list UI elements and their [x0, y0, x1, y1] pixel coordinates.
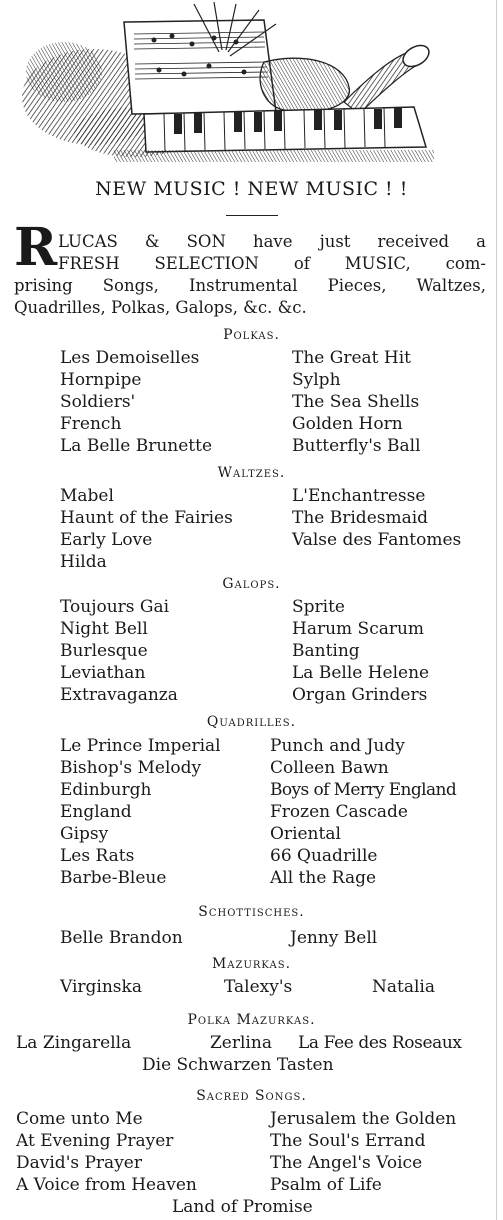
- list-item: Extravaganza: [60, 685, 178, 705]
- list-item: 66 Quadrille: [270, 846, 378, 866]
- list-item: Organ Grinders: [292, 685, 428, 705]
- headline: NEW MUSIC ! NEW MUSIC ! !: [95, 178, 408, 200]
- list-item: Come unto Me: [16, 1109, 143, 1129]
- list-item: A Voice from Heaven: [16, 1175, 197, 1195]
- section-title-quadrilles: Quadrilles.: [206, 714, 297, 730]
- list-item: Belle Brandon: [60, 928, 183, 948]
- list-item: Land of Promise: [172, 1197, 313, 1217]
- list-item: Gipsy: [60, 824, 109, 844]
- list-item: Night Bell: [60, 619, 148, 639]
- list-item: Psalm of Life: [270, 1175, 382, 1195]
- list-item: Colleen Bawn: [270, 758, 389, 778]
- list-item: Boys of Merry England: [270, 780, 457, 800]
- list-item: Toujours Gai: [60, 597, 170, 617]
- list-item: Hilda: [60, 552, 107, 572]
- list-item: England: [60, 802, 132, 822]
- list-item: The Sea Shells: [292, 392, 420, 412]
- list-item: Sylph: [292, 370, 341, 390]
- list-item: Golden Horn: [292, 414, 403, 434]
- list-item: Sprite: [292, 597, 345, 617]
- list-item: Jerusalem the Golden: [270, 1109, 457, 1129]
- list-item: At Evening Prayer: [16, 1131, 174, 1151]
- intro-line: prising Songs, Instrumental Pieces, Waltzes,: [14, 276, 486, 295]
- intro-line: FRESH SELECTION of MUSIC, com-: [58, 254, 486, 273]
- list-item: Jenny Bell: [290, 928, 378, 948]
- list-item: Punch and Judy: [270, 736, 405, 756]
- list-item: Talexy's: [224, 977, 293, 997]
- list-item: The Soul's Errand: [270, 1131, 426, 1151]
- column-edge-rule: [496, 0, 497, 1220]
- section-title-mazurkas: Mazurkas.: [211, 956, 292, 972]
- list-item: Frozen Cascade: [270, 802, 408, 822]
- list-item: Early Love: [60, 530, 153, 550]
- list-item: Burlesque: [60, 641, 148, 661]
- list-item: Zerlina: [210, 1033, 272, 1053]
- music-instruments-engraving: [14, 2, 454, 164]
- list-item: Les Rats: [60, 846, 135, 866]
- list-item: Banting: [292, 641, 360, 661]
- list-item: Haunt of the Fairies: [60, 508, 233, 528]
- list-item: Mabel: [60, 486, 114, 506]
- list-item: The Bridesmaid: [292, 508, 429, 528]
- list-item: Leviathan: [60, 663, 146, 683]
- list-item: French: [60, 414, 122, 434]
- divider-rule: [226, 215, 278, 216]
- drop-cap: R: [14, 217, 58, 278]
- list-item: Natalia: [372, 977, 435, 997]
- list-item: Barbe-Bleue: [60, 868, 167, 888]
- section-title-sacred-songs: Sacred Songs.: [196, 1088, 307, 1104]
- list-item: Valse des Fantomes: [292, 530, 462, 550]
- list-item: L'Enchantresse: [292, 486, 426, 506]
- list-item: La Fee des Roseaux: [298, 1033, 462, 1053]
- list-item: La Zingarella: [16, 1033, 132, 1053]
- list-item: Les Demoiselles: [60, 348, 200, 368]
- list-item: Die Schwarzen Tasten: [142, 1055, 334, 1075]
- list-item: Virginska: [60, 977, 142, 997]
- list-item: La Belle Helene: [292, 663, 430, 683]
- list-item: Le Prince Imperial: [60, 736, 221, 756]
- list-item: La Belle Brunette: [60, 436, 213, 456]
- section-title-polka-mazurkas: Polka Mazurkas.: [187, 1012, 316, 1028]
- section-title-schottisches: Schottisches.: [198, 904, 305, 920]
- list-item: David's Prayer: [16, 1153, 142, 1173]
- list-item: The Great Hit: [292, 348, 411, 368]
- list-item: All the Rage: [270, 868, 377, 888]
- intro-line: LUCAS & SON have just received a: [58, 232, 486, 251]
- section-title-waltzes: Waltzes.: [217, 465, 286, 481]
- list-item: The Angel's Voice: [270, 1153, 423, 1173]
- list-item: Hornpipe: [60, 370, 142, 390]
- list-item: Edinburgh: [60, 780, 152, 800]
- list-item: Bishop's Melody: [60, 758, 202, 778]
- list-item: Soldiers': [60, 392, 136, 412]
- section-title-galops: Galops.: [222, 576, 281, 592]
- section-title-polkas: Polkas.: [223, 327, 280, 343]
- list-item: Oriental: [270, 824, 341, 844]
- intro-line: Quadrilles, Polkas, Galops, &c. &c.: [14, 298, 307, 317]
- list-item: Butterfly's Ball: [292, 436, 421, 456]
- list-item: Harum Scarum: [292, 619, 425, 639]
